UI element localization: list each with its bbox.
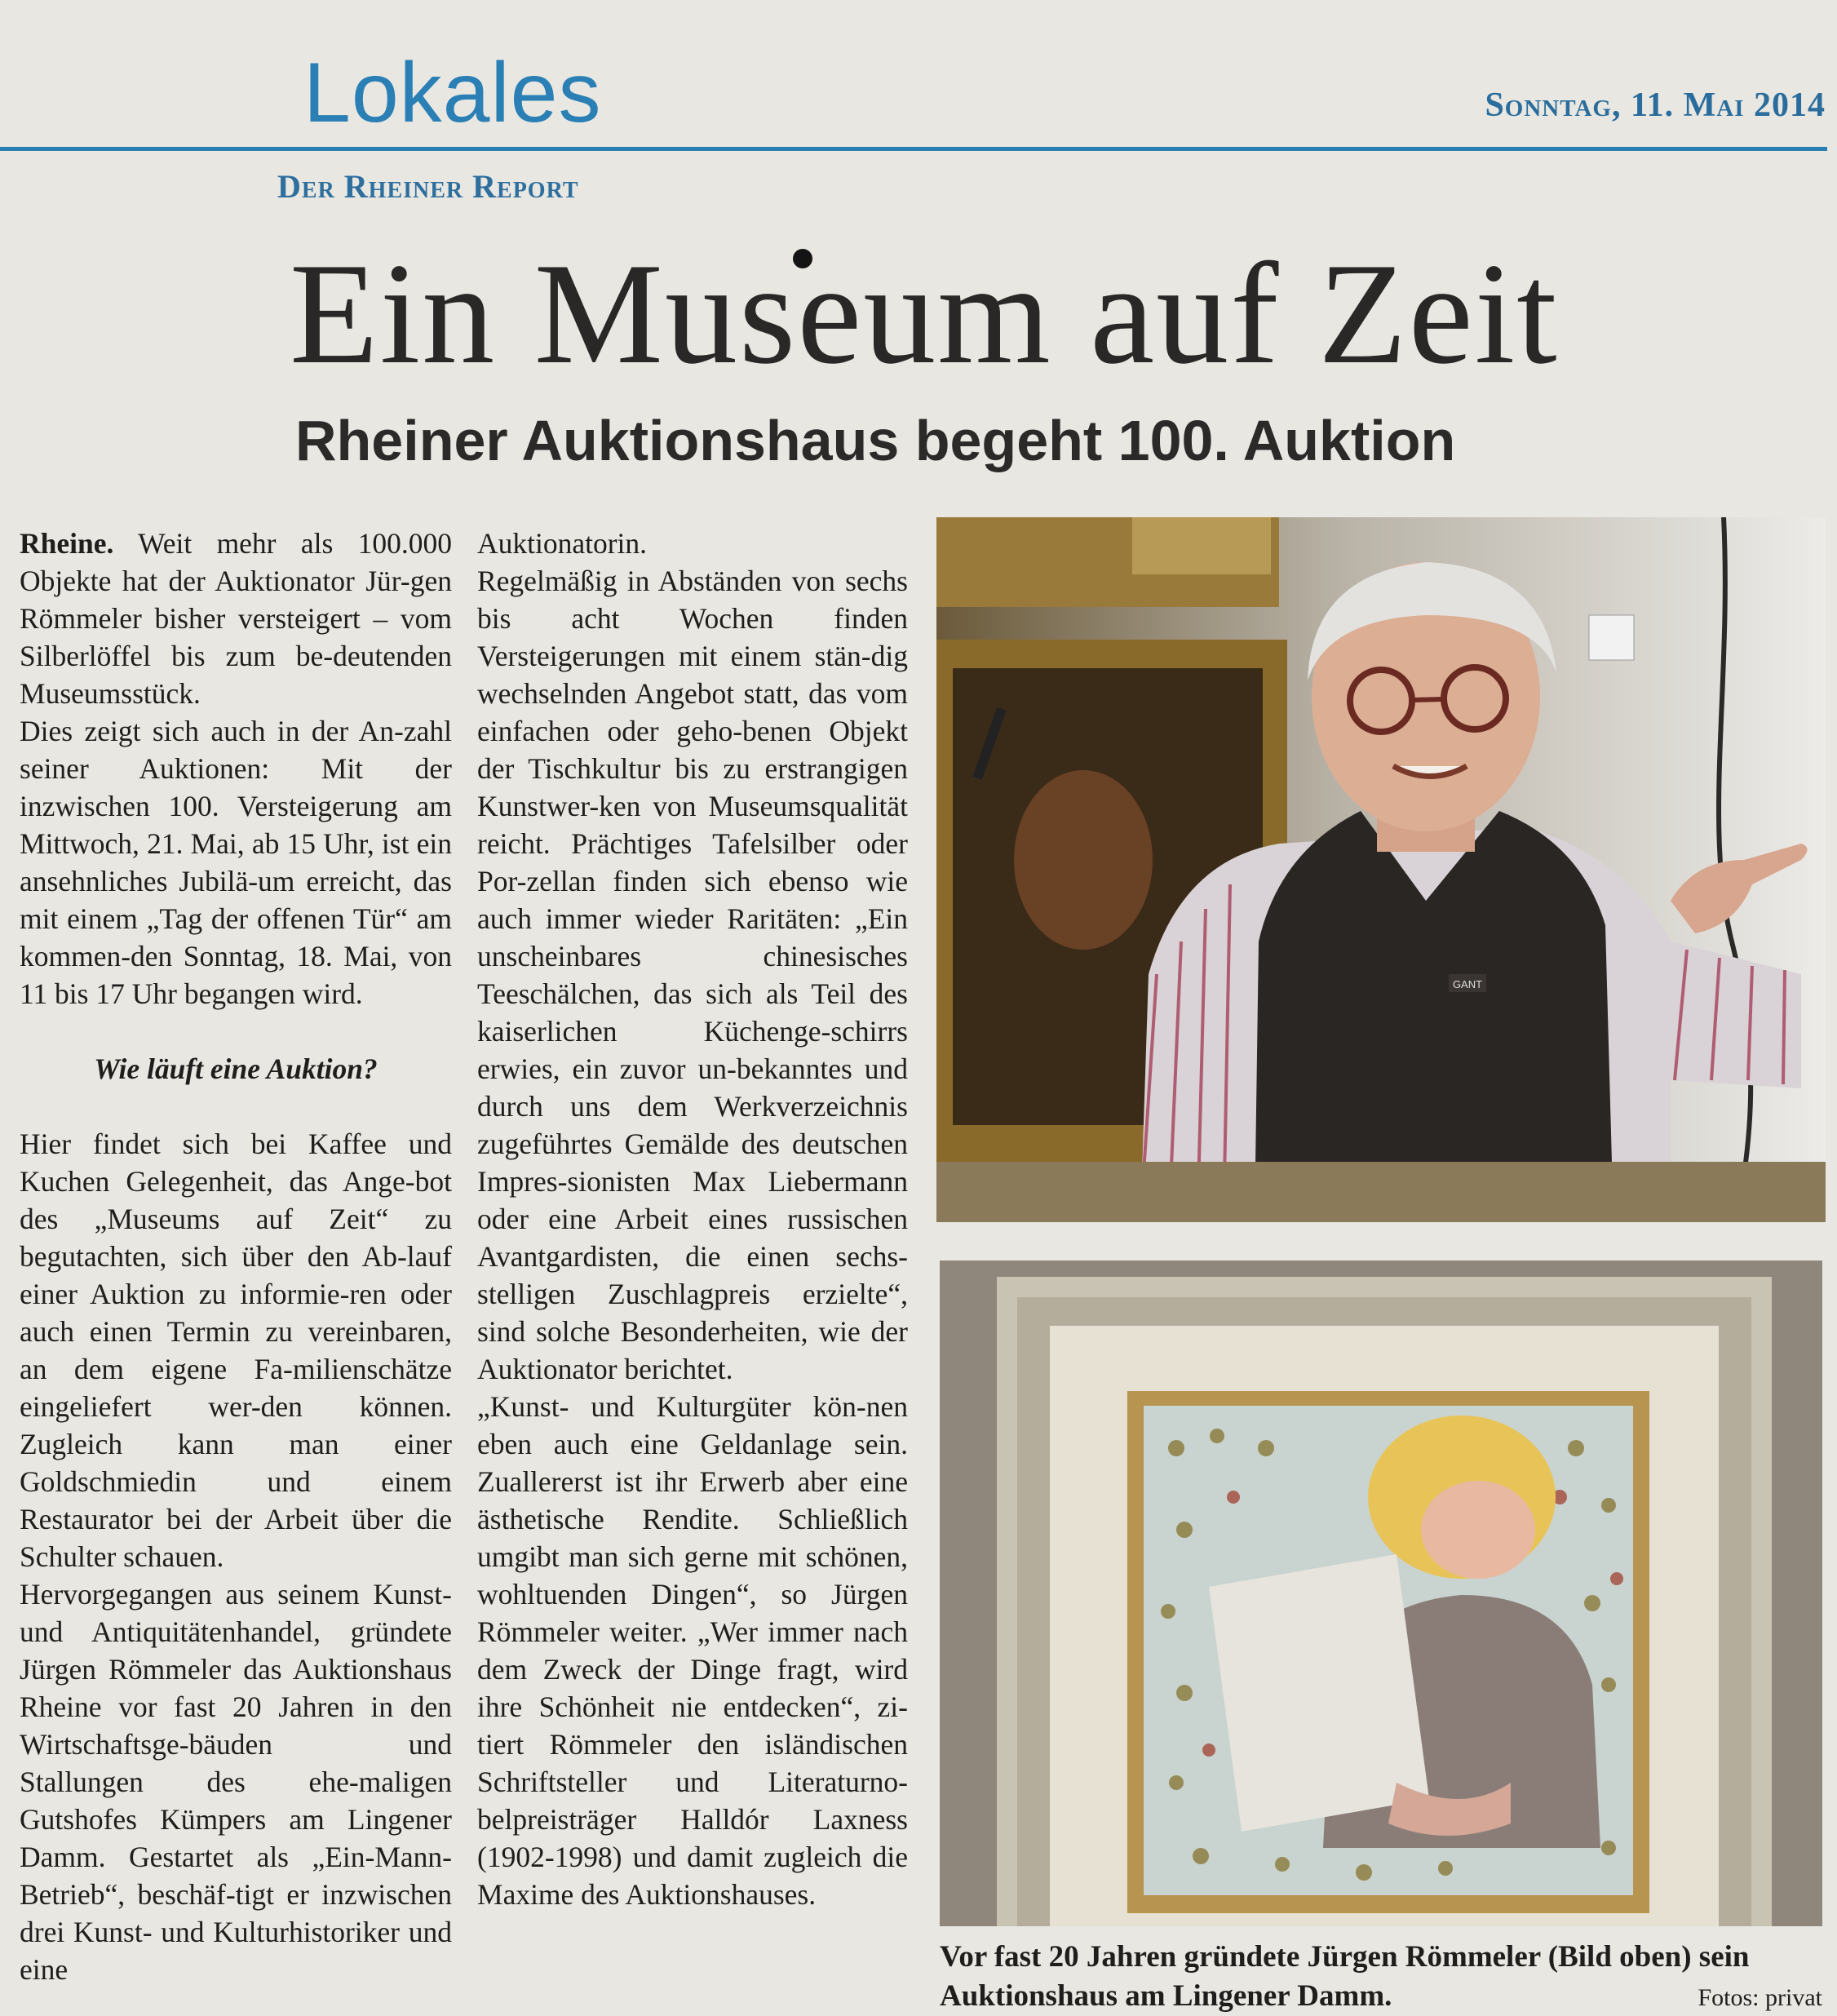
issue-date: Sonntag, 11. Mai 2014: [1485, 86, 1826, 124]
section-title: Lokales: [303, 46, 602, 140]
paragraph-3: Hier findet sich bei Kaffee und Kuchen Gelegenheit, das Ange-bot des „Museums auf Zeit“ zu begutachten, sich über den Ab-lauf einer Auktion zu informie-ren oder auch einen Termin zu vereinbaren, an dem eigene Fa-milienschätze eingeliefert wer-den können. Zugleich kann man einer Goldschmiedin und einem Restaurator bei der Arbeit über die Schulter schauen.: [20, 1128, 452, 1573]
photo-credit: Fotos: privat: [1698, 1984, 1822, 2011]
paragraph-7: „Kunst- und Kulturgüter kön-nen eben auch eine Geldanlage sein. Zuallererst ist ihr Erwerb aber eine ästhetische Rendite. Schließlich umgibt man sich gerne mit schönen, wohltuenden Dingen“, so Jürgen Römmeler weiter. „Wer immer nach dem Zweck der Dinge fragt, wird ihre Schönheit nie entdecken“, zi-tiert Römmeler den isländischen Schriftsteller und Literaturno-belpreisträger Halldór Laxness (1902-1998) und damit zugleich die Maxime des Auktionshauses.: [477, 1390, 908, 1911]
intertitle: Wie läuft eine Auktion?: [94, 1052, 378, 1085]
sweater-logo: GANT: [1452, 978, 1483, 990]
header-divider: [0, 147, 1827, 151]
paragraph-1-text: Weit mehr als 100.000 Objekte hat der Auktionator Jür-gen Römmeler bisher versteigert – vom Silberlöffel bis zum be-deutenden Museumsstück.: [20, 527, 452, 710]
auctioneer-illustration: [936, 517, 1826, 1222]
photo-caption: Vor fast 20 Jahren gründete Jürgen Römmeler (Bild oben) sein Auktionshaus am Lingener Damm.: [940, 1940, 1750, 2013]
paragraph-5: Auktionatorin.: [477, 527, 648, 560]
auctioneer-photo: [936, 517, 1826, 1222]
article-column-1: [20, 525, 452, 1988]
dateline: Rheine.: [20, 527, 114, 560]
subheadline: Rheiner Auktionshaus begeht 100. Auktion: [295, 409, 1456, 472]
publication-name: Der Rheiner Report: [277, 168, 579, 205]
painting-photo: [940, 1261, 1822, 1926]
article-column-2: [477, 525, 908, 1913]
painting-illustration: [940, 1261, 1822, 1926]
paragraph-4: Hervorgegangen aus seinem Kunst- und Antiquitätenhandel, gründete Jürgen Römmeler das Auktionshaus Rheine vor fast 20 Jahren in den Wirtschaftsge-bäuden und Stallungen des ehe-maligen Gutshofes Kümpers am Lingener Damm. Gestartet als „Ein-Mann-Betrieb“, beschäf-tigt er inzwischen drei Kunst- und Kulturhistoriker und eine: [20, 1578, 452, 1986]
paragraph-6: Regelmäßig in Abständen von sechs bis acht Wochen finden Versteigerungen mit einem stän-dig wechselnden Angebot statt, das vom einfachen oder geho-benen Objekt der Tischkultur bis zu erstrangigen Kunstwer-ken von Museumsqualität reicht. Prächtiges Tafelsilber oder Por-zellan finden sich ebenso wie auch immer wieder Raritäten: „Ein unscheinbares chinesisches Teeschälchen, das sich als Teil des kaiserlichen Küchenge-schirrs erwies, ein zuvor un-bekanntes und durch uns dem Werkverzeichnis zugeführtes Gemälde des deutschen Impres-sionisten Max Liebermann oder eine Arbeit eines russischen Avantgardisten, die einen sechs-stelligen Zuschlagpreis erzielte“, sind solche Besonderheiten, wie der Auktionator berichtet.: [477, 565, 908, 1385]
paragraph-2: Dies zeigt sich auch in der An-zahl seiner Auktionen: Mit der inzwischen 100. Versteigerung am Mittwoch, 21. Mai, ab 15 Uhr, ist ein ansehnliches Jubilä-um erreicht, das mit einem „Tag der offenen Tür“ am kommen-den Sonntag, 18. Mai, von 11 bis 17 Uhr begangen wird.: [20, 715, 452, 1010]
paragraph-intro: [20, 525, 452, 712]
headline: Ein Museum auf Zeit: [290, 233, 1559, 394]
